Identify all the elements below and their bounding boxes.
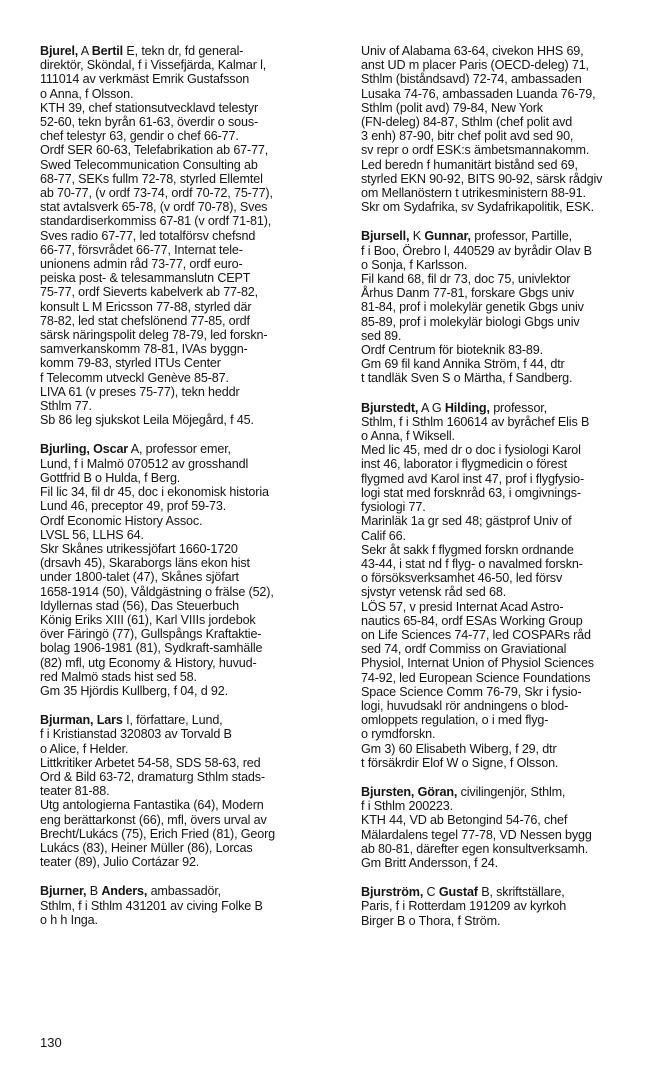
- entry-text-line: Univ of Alabama 63-64, civekon HHS 69,: [361, 44, 584, 58]
- entry-text-line: Ordf Economic History Assoc.: [40, 513, 203, 528]
- entry-surname: Bjurström,: [361, 885, 424, 900]
- entry-text-line: Calif 66.: [361, 528, 406, 543]
- entry-given: Bertil: [91, 44, 124, 58]
- entry-text-line: Physiol, Internat Union of Physiol Sciences: [361, 656, 594, 671]
- entry-text-line: o Anna, f Olsson.: [40, 86, 134, 101]
- entry-pre-given: A: [80, 44, 89, 58]
- entry-headline: [361, 885, 651, 899]
- entry-text-line: nautics 65-84, ordf ESAs Working Group: [361, 613, 583, 628]
- entry-text-line: sed 89.: [361, 328, 402, 343]
- entry-text-line: (drsavh 45), Skaraborgs läns ekon hist: [40, 556, 250, 571]
- entry-text-line: anst UD m placer Paris (OECD-deleg) 71,: [361, 58, 589, 73]
- entry-text-line: standardiserkommiss 67-81 (v ordf 71-81),: [40, 214, 272, 229]
- entry-text-line: 81-84, prof i molekylär genetik Gbgs univ: [361, 300, 584, 315]
- entry-headline: [361, 401, 651, 415]
- entry-given: Göran,: [417, 784, 458, 799]
- entry-text-line: flygmed avd Karol inst 47, prof i flygfysio-: [361, 471, 584, 486]
- entry-text-line: Gm 69 fil kand Annika Ström, f 44, dtr: [361, 357, 565, 372]
- entry-text-line: 75-77, ordf Sieverts kabelverk ab 77-82,: [40, 285, 259, 300]
- entry-text-line: Gm Britt Andersson, f 24.: [361, 855, 498, 870]
- biography-entry: [361, 401, 651, 770]
- entry-text-line: Med lic 45, med dr o doc i fysiologi Karol: [361, 443, 581, 458]
- entry-text-line: Sves radio 67-77, led totalförsv chefsnd: [40, 228, 256, 243]
- entry-text-line: Skr Skånes utrikessjöfart 1660-1720: [40, 541, 238, 556]
- entry-text-line: 85-89, prof i molekylär biologi Gbgs univ: [361, 314, 580, 329]
- entry-text-line: Århus Danm 77-81, forskare Gbgs univ: [361, 286, 574, 301]
- entry-text-line: f i Kristianstad 320803 av Torvald B: [40, 727, 232, 742]
- entry-text-line: logi stat med forsknråd 63, i omgivnings-: [361, 485, 581, 500]
- entry-text-line: omloppets regulation, o i med flyg-: [361, 713, 549, 728]
- entry-text-line: under 1800-talet (47), Skånes sjöfart: [40, 570, 239, 585]
- entry-text-line: f Telecomm utveckl Genève 85-87.: [40, 370, 229, 385]
- biography-entry: [361, 229, 651, 385]
- entry-text-line: särsk näringspolit deleg 78-79, led forskn-: [40, 328, 268, 343]
- entry-text-line: Brecht/Lukács (75), Erich Fried (81), Georg: [40, 826, 276, 841]
- entry-given: Gunnar,: [424, 229, 471, 244]
- entry-text-line: Ordf Centrum för bioteknik 83-89.: [361, 343, 543, 358]
- entry-text-line: t försäkrdir Elof W o Signe, f Olsson.: [361, 755, 559, 770]
- entry-pre-given: C: [426, 885, 436, 900]
- entry-text-line: Gottfrid B o Hulda, f Berg.: [40, 470, 181, 485]
- entry-surname: Bjursell,: [361, 229, 410, 244]
- biography-entry: [40, 713, 330, 869]
- entry-text-line: Utg antologierna Fantastika (64), Modern: [40, 798, 264, 813]
- entry-surname: Bjurel,: [40, 44, 79, 58]
- entry-pre-given: B: [89, 884, 98, 899]
- entry-surname: Bjurner,: [40, 884, 87, 899]
- entry-text-line: Paris, f i Rotterdam 191209 av kyrkoh: [361, 899, 567, 914]
- entry-text-line: sjvstyr vetensk råd sed 68.: [361, 585, 507, 600]
- entry-text-line: Space Science Comm 76-79, Skr i fysio-: [361, 684, 582, 699]
- entry-text-line: om Mellanöstern t utrikesministern 88-91.: [361, 186, 586, 201]
- entry-text-line: 68-77, SEKs fullm 72-78, styrled Ellemtel: [40, 171, 263, 186]
- entry-text-line: f i Sthlm 200223.: [361, 799, 453, 814]
- entry-text-line: styrled EKN 90-92, BITS 90-92, särsk rådgiv: [361, 171, 603, 186]
- entry-text-line: bolag 1906-1981 (81), Sydkraft-samhälle: [40, 641, 263, 656]
- entry-headline: [40, 44, 330, 58]
- entry-given: Hilding,: [444, 400, 490, 415]
- entry-text-line: 1658-1914 (50), Våldgästning o frälse (52),: [40, 584, 274, 599]
- entry-given: Gustaf: [438, 885, 478, 900]
- right-column: [361, 44, 651, 943]
- entry-text-line: eng berättarkonst (66), mfl, övers urval av: [40, 812, 267, 827]
- entry-headline: [40, 442, 330, 456]
- entry-text-line: stat avtalsverk 65-78, (v ordf 70-78), Sves: [40, 200, 268, 215]
- biography-entry: [361, 44, 651, 214]
- entry-text-line: t tandläk Sven S o Märtha, f Sandberg.: [361, 371, 573, 386]
- entry-text-line: 66-77, försvrådet 66-77, Internat tele-: [40, 242, 243, 257]
- entry-text-line: 111014 av verkmäst Emrik Gustafsson: [40, 72, 250, 87]
- entry-text-line: Littkritiker Arbetet 54-58, SDS 58-63, red: [40, 755, 261, 770]
- entry-text-line: Lund 46, preceptor 49, prof 59-73.: [40, 499, 227, 514]
- entry-headline: [40, 884, 330, 898]
- entry-text-line: unionens admin råd 73-77, ordf euro-: [40, 257, 243, 272]
- entry-text-line: Sthlm (polit avd) 79-84, New York: [361, 100, 543, 115]
- entry-rest: E, tekn dr, fd general-: [126, 44, 244, 58]
- biography-entry: [40, 442, 330, 698]
- entry-text-line: komm 79-83, styrled ITUs Center: [40, 356, 221, 371]
- entry-text-line: ab 80-81, därefter egen konsultverksamh.: [361, 841, 589, 856]
- entry-headline: [361, 785, 651, 799]
- entry-text-line: (82) mfl, utg Economy & History, huvud-: [40, 655, 257, 670]
- entry-text-line: fysiologi 77.: [361, 500, 426, 515]
- entry-text-line: teater (89), Julio Cortázar 92.: [40, 855, 200, 870]
- page-number: 130: [40, 1035, 62, 1050]
- entry-rest: professor,: [493, 400, 548, 415]
- biography-entry: [361, 785, 651, 870]
- biography-entry: [40, 44, 330, 427]
- entry-text-line: 78-82, led stat chefslönend 77-85, ordf: [40, 313, 250, 328]
- entry-text-line: Ord & Bild 63-72, dramaturg Sthlm stads-: [40, 769, 265, 784]
- entry-text-line: 52-60, tekn byrån 61-63, överdir o sous-: [40, 115, 259, 130]
- entry-surname: Bjurman,: [40, 713, 94, 728]
- entry-text-line: konsult L M Ericsson 77-88, styrled där: [40, 299, 252, 314]
- entry-text-line: sv repr o ordf ESK:s ämbetsmannakomm.: [361, 143, 590, 158]
- entry-given: Lars: [96, 713, 123, 728]
- entry-text-line: o försöksverksamhet 46-50, led försv: [361, 571, 563, 586]
- entry-text-line: Ordf SER 60-63, Telefabrikation ab 67-77,: [40, 143, 269, 158]
- entry-rest: A, professor emer,: [130, 442, 231, 457]
- entry-pre-given: K: [412, 229, 421, 244]
- entry-text-line: 74-92, led European Science Foundations: [361, 670, 591, 685]
- entry-text-line: logi, huvudsakl rör andningens o blod-: [361, 698, 569, 713]
- entry-text-line: Swed Telecommunication Consulting ab: [40, 157, 258, 172]
- entry-text-line: Fil kand 68, fil dr 73, doc 75, univlektor: [361, 272, 571, 287]
- entry-given: Anders,: [101, 884, 148, 899]
- entry-text-line: o Alice, f Helder.: [40, 741, 129, 756]
- entry-text-line: Marinläk 1a gr sed 48; gästprof Univ of: [361, 514, 572, 529]
- entry-text-line: o Sonja, f Karlsson.: [361, 257, 468, 272]
- entry-text-line: chef telestyr 63, gendir o chef 66-77.: [40, 129, 239, 144]
- entry-rest: ambassadör,: [150, 884, 222, 899]
- entry-text-line: Led beredn f humanitärt bistånd sed 69,: [361, 157, 578, 172]
- entry-text-line: Sthlm, f i Sthlm 160614 av byråchef Elis B: [361, 414, 590, 429]
- entry-text-line: o h h Inga.: [40, 912, 98, 927]
- entry-text-line: Lusaka 74-76, ambassaden Luanda 76-79,: [361, 86, 596, 101]
- entry-text-line: Sekr åt sakk f flygmed forskn ordnande: [361, 542, 574, 557]
- entry-text-line: Lukács (83), Heiner Müller (86), Lorcas: [40, 840, 253, 855]
- entry-text-line: Lund, f i Malmö 070512 av grosshandl: [40, 456, 249, 471]
- entry-text-line: Gm 35 Hjördis Kullberg, f 04, d 92.: [40, 683, 228, 698]
- entry-text-line: direktör, Sköndal, f i Vissefjärda, Kalmar l,: [40, 58, 267, 73]
- entry-text-line: teater 81-88.: [40, 784, 110, 799]
- left-column: [40, 44, 330, 942]
- entry-rest: civilingenjör, Sthlm,: [460, 784, 566, 799]
- entry-given: Oscar: [93, 442, 129, 457]
- entry-text-line: Sthlm (biståndsavd) 72-74, ambassaden: [361, 72, 582, 87]
- entry-text-line: sed 74, ordf Commiss on Graviational: [361, 642, 567, 657]
- entry-text-line: Sb 86 leg sjukskot Leila Möjegård, f 45.: [40, 413, 254, 428]
- entry-text-line: Gm 3) 60 Elisabeth Wiberg, f 29, dtr: [361, 741, 557, 756]
- entry-text-line: samverkanskomm 78-81, IVAs byggn-: [40, 342, 248, 357]
- entry-surname: Bjurling,: [40, 442, 90, 457]
- entry-text-line: f i Boo, Örebro l, 440529 av byrådir Olav B: [361, 243, 592, 258]
- entry-surname: Bjursten,: [361, 784, 415, 799]
- entry-text-line: Birger B o Thora, f Ström.: [361, 913, 501, 928]
- entry-text-line: LVSL 56, LLHS 64.: [40, 527, 144, 542]
- entry-text-line: o rymdforskn.: [361, 727, 436, 742]
- entry-pre-given: A G: [420, 400, 442, 415]
- entry-text-line: ab 70-77, (v ordf 73-74, ordf 70-72, 75-77),: [40, 186, 273, 201]
- entry-headline: [361, 229, 651, 243]
- entry-surname: Bjurstedt,: [361, 400, 419, 415]
- entry-text-line: Skr om Sydafrika, sv Sydafrikapolitik, ESK.: [361, 200, 594, 215]
- entry-text-line: 43-44, i stat nd f flyg- o navalmed forskn-: [361, 556, 583, 571]
- entry-text-line: peiska post- & telesammanslutn CEPT: [40, 271, 251, 286]
- entry-text-line: Sthlm 77.: [40, 399, 92, 414]
- entry-rest: professor, Partille,: [474, 229, 573, 244]
- entry-rest: B, skriftställare,: [481, 885, 565, 900]
- entry-text-line: LIVA 61 (v preses 75-77), tekn heddr: [40, 384, 240, 399]
- biography-entry: [40, 884, 330, 927]
- entry-text-line: Fil lic 34, fil dr 45, doc i ekonomisk historia: [40, 485, 269, 500]
- entry-text-line: LÖS 57, v presid Internat Acad Astro-: [361, 599, 564, 614]
- entry-text-line: Sthlm, f i Sthlm 431201 av civing Folke B: [40, 898, 263, 913]
- entry-text-line: Mälardalens tegel 77-78, VD Nessen bygg: [361, 827, 592, 842]
- entry-text-line: (FN-deleg) 84-87, Sthlm (chef polit avd: [361, 115, 573, 130]
- entry-text-line: Idyllernas stad (56), Das Steuerbuch: [40, 598, 240, 613]
- entry-text-line: 3 enh) 87-90, bitr chef polit avd sed 90,: [361, 129, 574, 144]
- entry-text-line: inst 46, laborator i flygmedicin o förest: [361, 457, 567, 472]
- entry-text-line: KTH 44, VD ab Betongind 54-76, chef: [361, 813, 568, 828]
- entry-text-line: över Färingö (77), Gullspångs Kraftaktie-: [40, 627, 262, 642]
- entry-text-line: red Malmö stads hist sed 58.: [40, 669, 197, 684]
- entry-text-line: on Life Sciences 74-77, led COSPARs råd: [361, 627, 591, 642]
- entry-text-line: KTH 39, chef stationsutvecklavd telestyr: [40, 100, 258, 115]
- biography-entry: [361, 885, 651, 928]
- entry-headline: [40, 713, 330, 727]
- entry-text-line: König Eriks XIII (61), Karl VIIIs jordebok: [40, 612, 256, 627]
- entry-text-line: o Anna, f Wiksell.: [361, 429, 455, 444]
- entry-rest: I, författare, Lund,: [126, 713, 223, 728]
